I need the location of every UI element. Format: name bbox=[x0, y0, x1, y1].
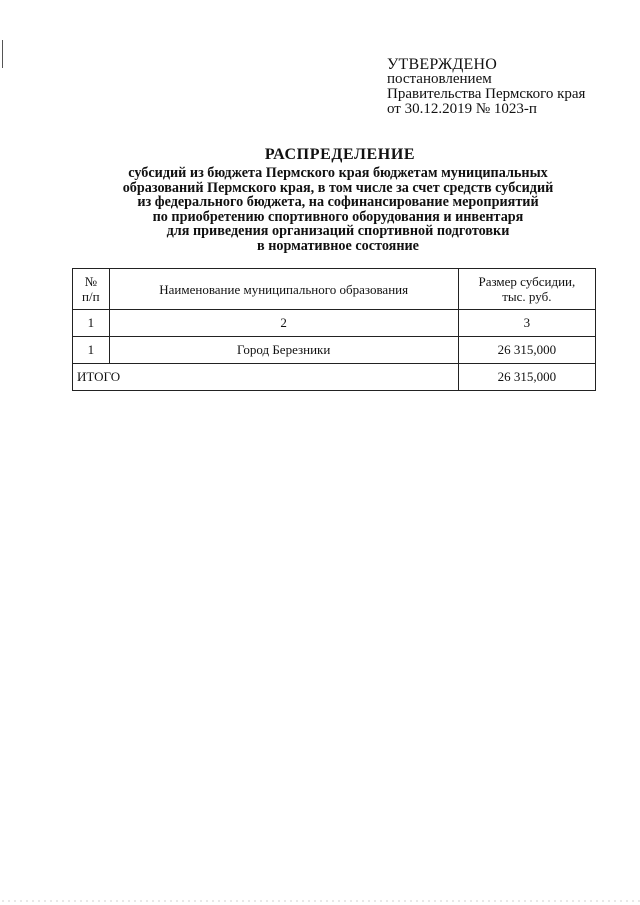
subtitle-line: для приведения организаций спортивной подготовки bbox=[166, 223, 510, 239]
subtitle-line: из федерального бюджета, на софинансирование мероприятий bbox=[137, 194, 539, 210]
total-amount: 26 315,000 bbox=[458, 364, 595, 391]
index-cell: 3 bbox=[458, 310, 595, 337]
subtitle-line: в нормативное состояние bbox=[257, 237, 419, 254]
header-num: № п/п bbox=[73, 269, 110, 310]
table-total-row bbox=[73, 364, 596, 391]
subtitle-line: субсидий из бюджета Пермского края бюджетам муниципальных bbox=[128, 165, 548, 181]
subtitle-line: образований Пермского края, в том числе за счет средств субсидий bbox=[122, 179, 554, 196]
table-index-row bbox=[73, 310, 596, 337]
row-name: Город Березники bbox=[109, 337, 458, 364]
index-cell: 1 bbox=[73, 310, 110, 337]
approved-label: УТВЕРЖДЕНО bbox=[387, 56, 498, 73]
table-row bbox=[73, 337, 596, 364]
approval-line-2: Правительства Пермского края bbox=[387, 86, 586, 102]
scan-bottom-edge bbox=[0, 900, 640, 902]
subtitle-line: по приобретению спортивного оборудования и инвентаря bbox=[152, 208, 524, 225]
approval-line-3: от 30.12.2019 № 1023-п bbox=[387, 101, 537, 117]
index-cell: 2 bbox=[109, 310, 458, 337]
header-amount: Размер субсидии, тыс. руб. bbox=[458, 269, 595, 310]
approval-line-1: постановлением bbox=[387, 71, 492, 87]
distribution-table bbox=[72, 268, 596, 391]
header-name: Наименование муниципального образования bbox=[109, 269, 458, 310]
document-subtitle bbox=[98, 166, 578, 253]
scan-edge-mark bbox=[2, 40, 3, 68]
row-amount: 26 315,000 bbox=[458, 337, 595, 364]
row-num: 1 bbox=[73, 337, 110, 364]
document-title: РАСПРЕДЕЛЕНИЕ bbox=[264, 146, 416, 163]
approval-stamp bbox=[387, 57, 632, 117]
table-header-row bbox=[73, 269, 596, 310]
total-label: ИТОГО bbox=[73, 364, 459, 391]
